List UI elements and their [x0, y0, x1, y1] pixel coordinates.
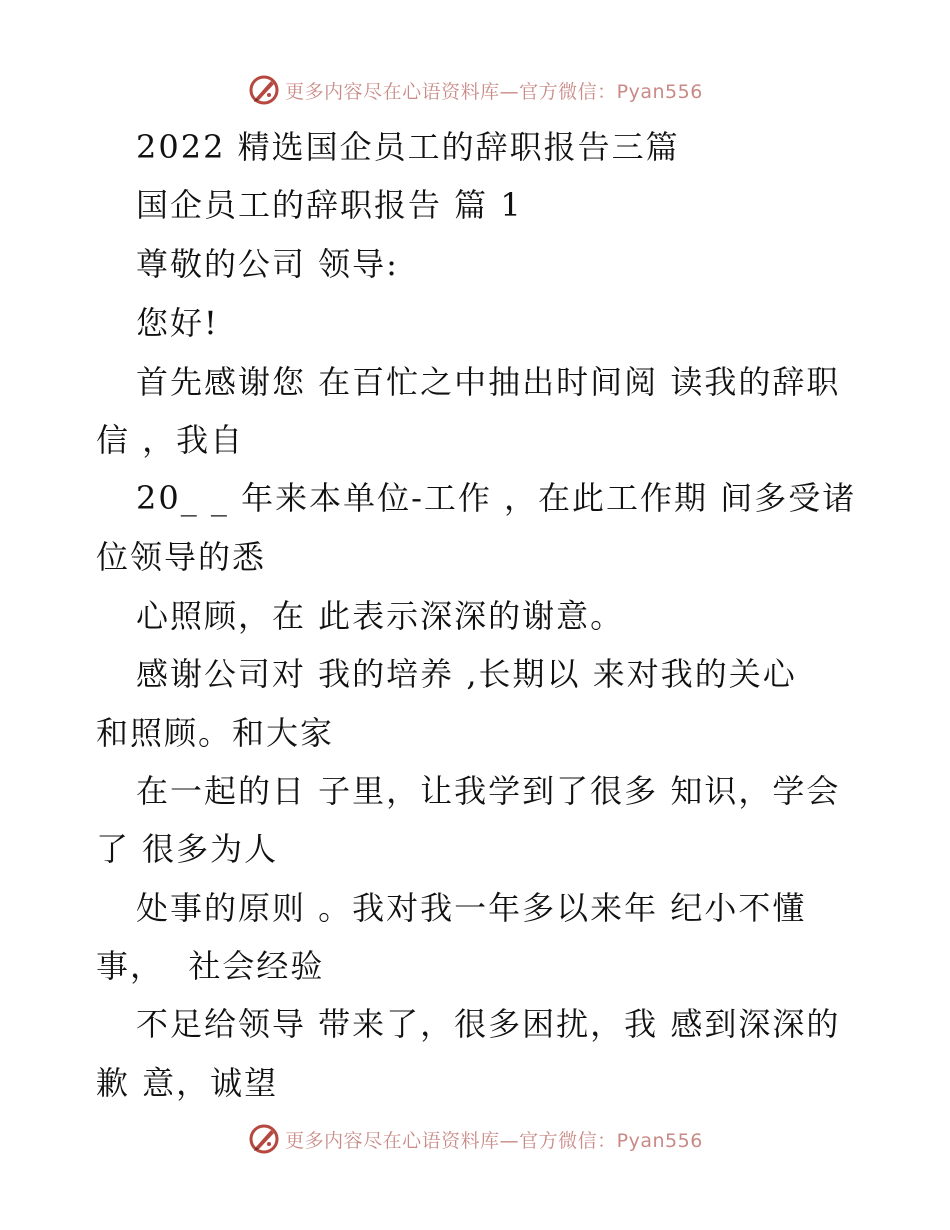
header-watermark — [0, 70, 950, 110]
pen-circle-logo-icon — [247, 73, 281, 107]
body-line: 在一起的日 子里，让我学到了很多 知识，学会 — [136, 772, 841, 810]
body-line: 不足给领导 带来了，很多困扰，我 感到深深的 — [136, 1005, 841, 1043]
footer-watermark — [0, 1119, 950, 1159]
body-line: 心照顾，在 此表示深深的谢意。 — [136, 597, 625, 635]
body-line: 事， 社会经验 — [96, 947, 325, 985]
document-title: 2022 精选国企员工的辞职报告三篇 — [136, 128, 680, 166]
greeting: 您好! — [136, 304, 219, 342]
body-line: 处事的原则 。我对我一年多以来年 纪小不懂 — [136, 889, 807, 927]
salutation: 尊敬的公司 领导: — [136, 245, 399, 283]
body-line: 感谢公司对 我的培养 ,长期以 来对我的关心 — [136, 655, 797, 693]
body-line: 首先感谢您 在百忙之中抽出时间阅 读我的辞职 — [136, 363, 841, 401]
body-line: 位领导的悉 — [96, 538, 267, 576]
watermark-text: 更多内容尽在心语资料库—官方微信：Pyan556 — [285, 1129, 703, 1152]
body-line: 20_ _ 年来本单位-工作 ，在此工作期 间多受诸 — [136, 479, 857, 517]
body-line: 信 ，我自 — [96, 421, 245, 459]
body-line: 歉 意，诚望 — [96, 1064, 279, 1102]
watermark-text: 更多内容尽在心语资料库—官方微信：Pyan556 — [285, 80, 703, 103]
section-heading: 国企员工的辞职报告 篇 1 — [136, 186, 523, 224]
body-line: 了 很多为人 — [96, 830, 279, 868]
body-line: 和照顾。和大家 — [96, 714, 335, 752]
pen-circle-logo-icon — [247, 1122, 281, 1156]
